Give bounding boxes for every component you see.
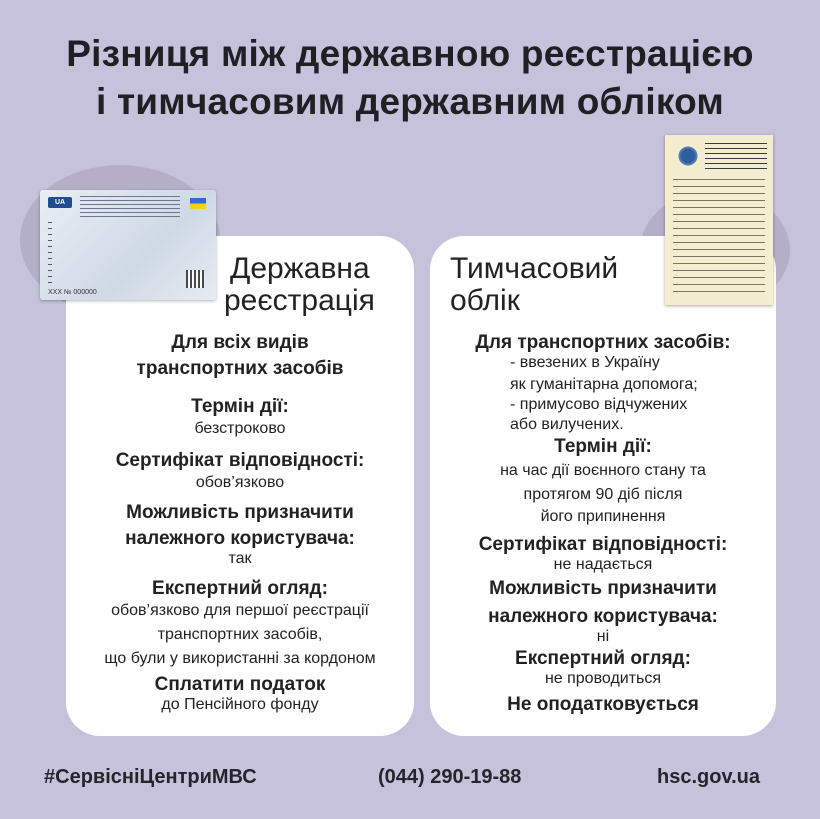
footer-site-link[interactable]: hsc.gov.ua [657,766,760,788]
certificate-header-lines [80,196,180,218]
certificate-field-lines [48,222,52,284]
temporary-record-title-2: облік [450,284,520,317]
exam-heading: Експертний огляд: [152,578,328,599]
user-heading-1: Можливість призначити [126,502,354,523]
scope-heading-2: транспортних засобів [136,358,344,379]
term-heading: Термін дії: [554,436,652,457]
term-heading: Термін дії: [191,396,289,417]
certificate-value: обов’язково [195,474,285,491]
footer-hashtag: #СервісніЦентриМВС [44,766,257,788]
scope-item-1b: як гуманітарна допомога; [510,376,698,393]
footer-phone: (044) 290-19-88 [378,766,522,788]
exam-value: не проводиться [544,670,662,687]
term-value: безстроково [194,420,286,437]
flag-icon [190,198,206,209]
qr-code-icon [186,270,204,288]
scope-item-2b: або вилучених. [510,416,624,433]
exam-value-1: обов’язково для першої реєстрації [111,602,369,619]
exam-heading: Експертний огляд: [515,648,691,669]
scope-heading-1: Для всіх видів [171,332,309,353]
user-heading-1: Можливість призначити [489,578,717,599]
state-registration-title-1: Державна [230,252,370,285]
temporary-record-card [430,236,776,736]
certificate-number: XXX № 000000 [48,289,97,296]
exam-value-2: транспортних засобів, [157,626,323,643]
certificate-value: не надається [553,556,653,573]
scope-item-1a: - ввезених в Україну [510,354,660,371]
registration-certificate-image [40,190,216,300]
state-registration-card [66,236,414,736]
scope-heading: Для транспортних засобів: [475,332,731,353]
title-line-2: і тимчасовим державним обліком [96,81,724,122]
term-value-2: протягом 90 діб після [523,486,683,503]
certificate-heading: Сертифікат відповідності: [478,534,728,555]
user-value: ні [596,628,610,645]
certificate-heading: Сертифікат відповідності: [115,450,365,471]
ua-emblem-icon: UA [48,197,72,208]
tax-value: до Пенсійного фонду [161,696,319,713]
state-registration-title-2: реєстрація [224,284,375,317]
user-heading-2: належного користувача: [125,528,355,549]
temporary-talon-image [665,135,773,305]
tax-heading: Сплатити податок [154,674,326,695]
user-value: так [228,550,252,567]
scope-item-2a: - примусово відчужених [510,396,688,413]
term-value-1: на час дії воєнного стану та [500,462,706,479]
talon-field-lines [673,179,765,297]
temporary-record-title-1: Тимчасовий [450,252,619,285]
talon-header-lines [705,143,767,169]
user-heading-2: належного користувача: [488,606,718,627]
police-seal-icon [677,145,699,167]
title-line-1: Різниця між державною реєстрацією [66,33,754,74]
page-title [0,30,820,126]
term-value-3: його припинення [540,508,666,525]
tax-heading: Не оподатковується [507,694,699,715]
exam-value-3: що були у використанні за кордоном [104,650,376,667]
